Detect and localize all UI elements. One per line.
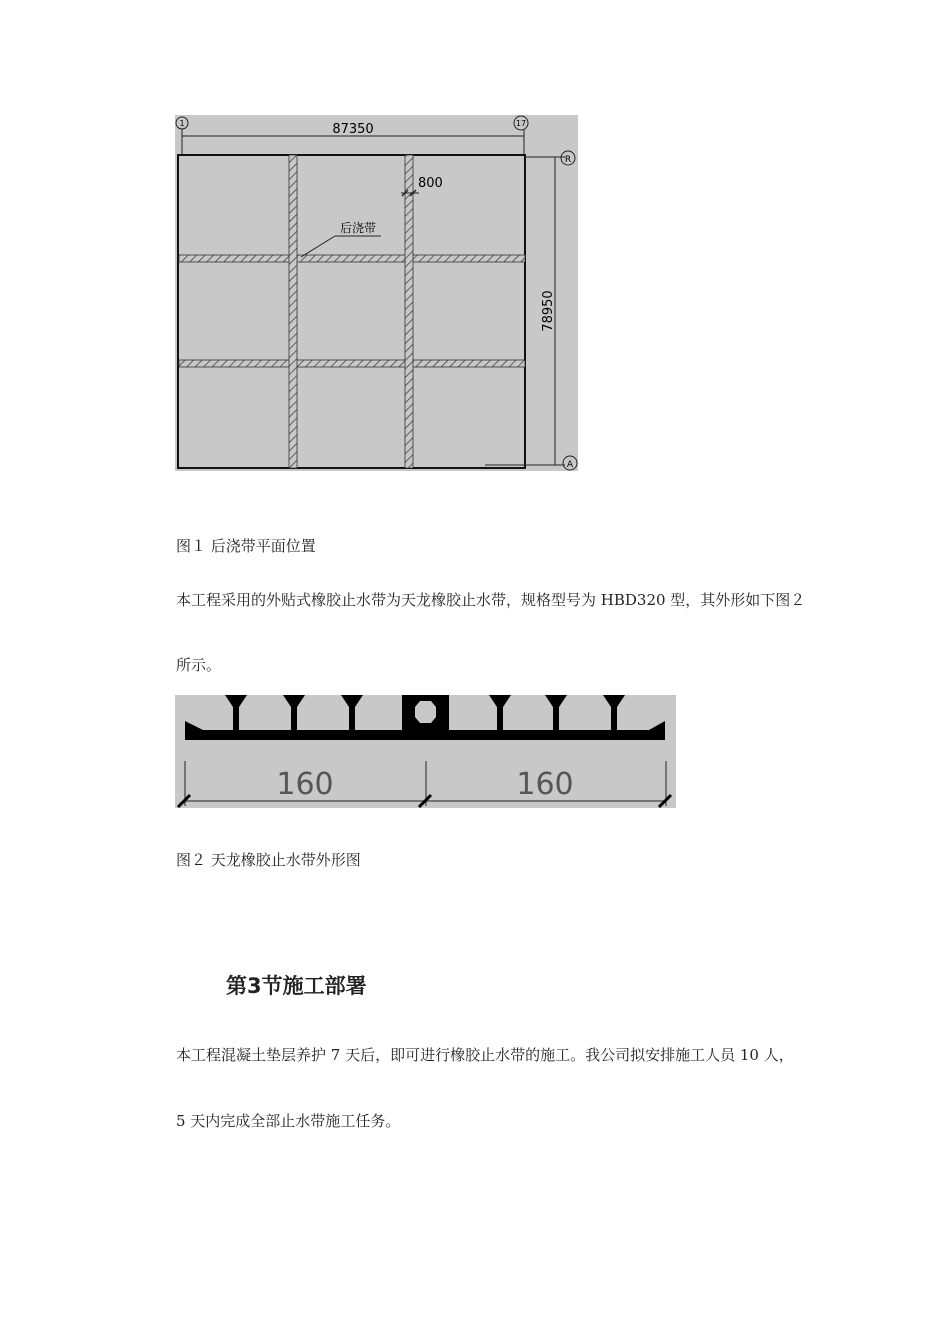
waterstop-drawing bbox=[175, 695, 676, 808]
paragraph2-line2: 5 天内完成全部止水带施工任务。 bbox=[176, 1112, 401, 1130]
axis-left-label: 1 bbox=[179, 119, 185, 128]
figure1-caption: 图１ 后浇带平面位置 bbox=[176, 537, 316, 555]
dim-left-label: 160 bbox=[276, 767, 334, 802]
figure-post-pour-strip-plan bbox=[175, 115, 578, 471]
strip-vertical-1 bbox=[289, 155, 297, 468]
dim-width-label: 87350 bbox=[332, 122, 374, 137]
dim-height-label: 78950 bbox=[541, 290, 556, 332]
center-hole bbox=[415, 701, 436, 723]
axis-top-label: R bbox=[564, 155, 572, 165]
slab-outline bbox=[178, 155, 525, 468]
strip-horizontal-1 bbox=[179, 255, 525, 262]
section-heading: 第3节施工部署 bbox=[226, 974, 367, 998]
rib-6 bbox=[603, 695, 625, 730]
rib-3 bbox=[341, 695, 363, 730]
axis-bottom-label: A bbox=[566, 460, 574, 470]
paragraph1-line2: 所示。 bbox=[176, 656, 222, 674]
band-label: 后浇带 bbox=[340, 221, 377, 235]
plan-drawing bbox=[175, 115, 578, 471]
dim-band-label: 800 bbox=[418, 176, 443, 191]
figure2-caption: 图２ 天龙橡胶止水带外形图 bbox=[176, 851, 361, 869]
rib-4 bbox=[489, 695, 511, 730]
paragraph1-line1: 本工程采用的外贴式橡胶止水带为天龙橡胶止水带，规格型号为 HBD320 型，其外形如下图２ bbox=[176, 591, 806, 609]
rib-2 bbox=[283, 695, 305, 730]
rib-1 bbox=[225, 695, 247, 730]
axis-right-label: 17 bbox=[515, 119, 527, 128]
strip-vertical-2 bbox=[405, 155, 413, 468]
paragraph2-line1: 本工程混凝土垫层养护 7 天后，即可进行橡胶止水带的施工。我公司拟安排施工人员 10 人， bbox=[176, 1046, 794, 1064]
rib-5 bbox=[545, 695, 567, 730]
dim-right-label: 160 bbox=[516, 767, 574, 802]
figure-waterstop-profile bbox=[175, 695, 676, 808]
strip-horizontal-2 bbox=[179, 360, 525, 367]
